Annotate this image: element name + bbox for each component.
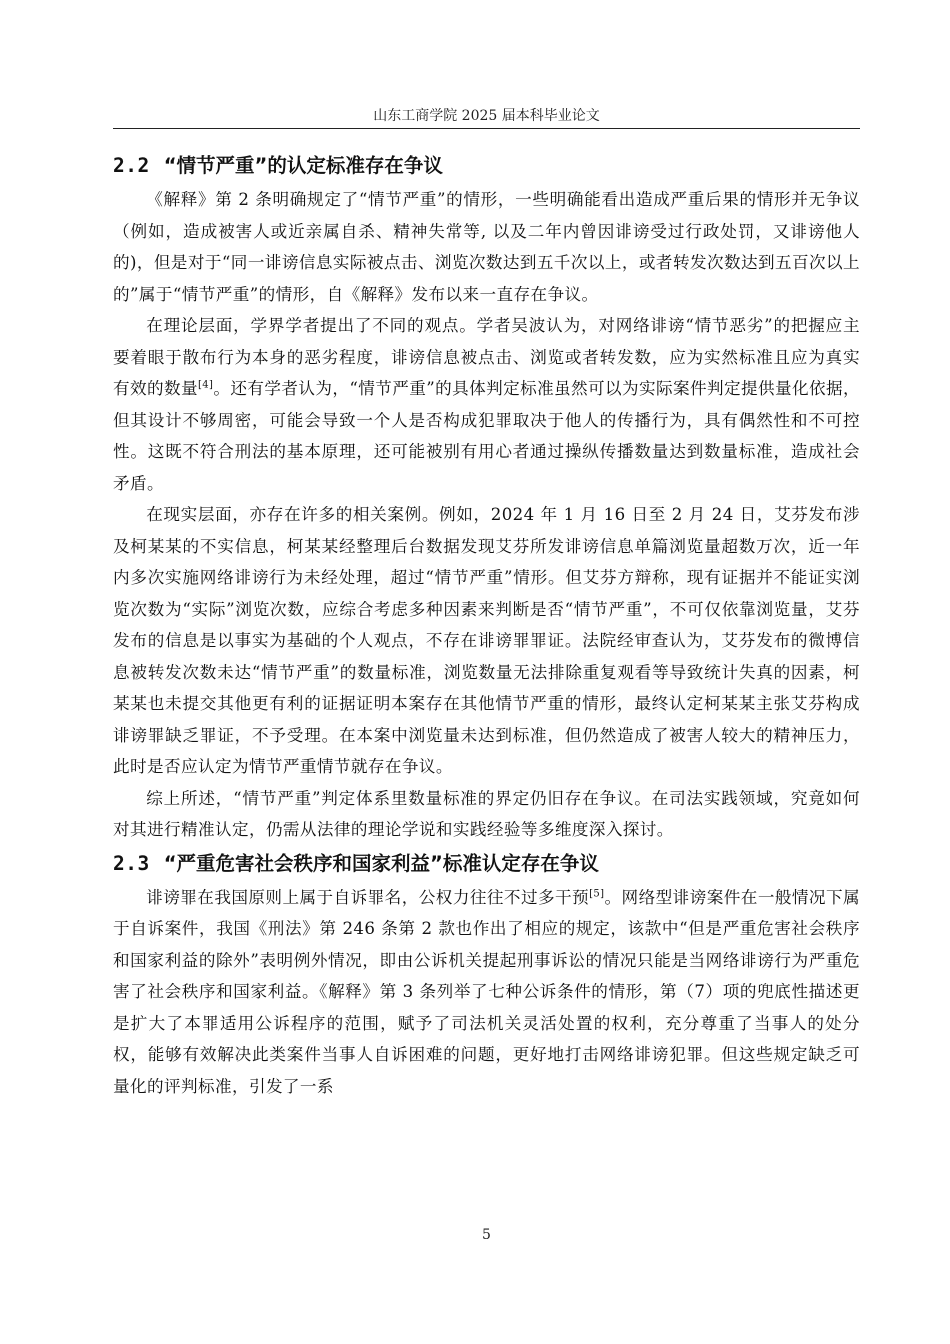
paragraph-2-2-1: 《解释》第 2 条明确规定了“情节严重”的情形，一些明确能看出造成严重后果的情形并无争议（例如，造成被害人或近亲属自杀、精神失常等, 以及二年内曾因诽谤受过行政处罚，又诽谤他人的)，但是对于“同一诽谤信息实际被点击、浏览次数达到五千次以上，或者转发次数达到五百次以上的”属于“情节严重”的情形，自《解释》发布以来一直存在争议。 (113, 190, 860, 304)
header-rule (113, 128, 860, 129)
citation-ref: [4] (197, 379, 214, 391)
section-number: 2.3 (113, 851, 150, 875)
citation-ref: [5] (589, 887, 605, 899)
section-heading-2-3 (113, 846, 860, 882)
paragraph-text: 。还有学者认为，“情节严重”的具体判定标准虽然可以为实际案件判定提供量化依据，但其设计不够周密，可能会导致一个人是否构成犯罪取决于他人的传播行为，具有偶然性和不可控性。这既不符合刑法的基本原理，还可能被别有用心者通过操纵传播数量达到数量标准，造成社会矛盾。 (113, 379, 860, 493)
paragraph-2-2-2 (113, 310, 860, 499)
paragraph-2-2-3: 在现实层面，亦存在许多的相关案例。例如，2024 年 1 月 16 日至 2 月 24 日，艾芬发布涉及柯某某的不实信息，柯某某经整理后台数据发现艾芬所发诽谤信息单篇浏览量超数万次，近一年内多次实施网络诽谤行为未经处理，超过“情节严重”情形。但艾芬方辩称，现有证据并不能证实浏览次数为“实际”浏览次数，应综合考虑多种因素来判断是否“情节严重”，不可仅依靠浏览量，艾芬发布的信息是以事实为基础的个人观点，不存在诽谤罪罪证。法院经审查认为，艾芬发布的微博信息被转发次数未达“情节严重”的数量标准，浏览数量无法排除重复观看等导致统计失真的因素，柯某某也未提交其他更有利的证据证明本案存在其他情节严重的情形，最终认定柯某某主张艾芬构成诽谤罪缺乏罪证，不予受理。在本案中浏览量未达到标准，但仍然造成了被害人较大的精神压力，此时是否应认定为情节严重情节就存在争议。 (113, 505, 860, 776)
paragraph-2-2-4: 综上所述，“情节严重”判定体系里数量标准的界定仍旧存在争议。在司法实践领域，究竟如何对其进行精准认定，仍需从法律的理论学说和实践经验等多维度深入探讨。 (113, 788, 860, 839)
section-title-text: “严重危害社会秩序和国家利益”标准认定存在争议 (163, 851, 599, 875)
page-content (113, 148, 860, 1102)
section-number: 2.2 (113, 154, 150, 177)
paragraph-text: 在理论层面，学界学者提出了不同的观点。学者吴波认为，对网络诽谤“情节恶劣”的把握应主要着眼于散布行为本身的恶劣程度，诽谤信息被点击、浏览或者转发数，应为实然标准且应为真实有效的数量 (113, 316, 860, 398)
paragraph-2-3-1 (113, 882, 860, 1103)
running-header: 山东工商学院 2025 届本科毕业论文 (373, 108, 600, 124)
paragraph-text: 诽谤罪在我国原则上属于自诉罪名，公权力往往不过多干预 (146, 887, 590, 907)
page-number: 5 (482, 1227, 491, 1243)
section-title-text: “情节严重”的认定标准存在争议 (163, 154, 443, 177)
paragraph-text: 。网络型诽谤案件在一般情况下属于自诉案件，我国《刑法》第 246 条第 2 款也作出了相应的规定，该款中“但是严重危害社会秩序和国家利益的除外”表明例外情况，即由公诉机关提起刑事诉讼的情况只能是当网络诽谤行为严重危害了社会秩序和国家利益。《解释》第 3 条列举了七种公诉条件的情形，第（7）项的兜底性描述更是扩大了本罪适用公诉程序的范围，赋予了司法机关灵活处置的权利，充分尊重了当事人的处分权，能够有效解决此类案件当事人自诉困难的问题，更好地打击网络诽谤犯罪。但这些规定缺乏可量化的评判标准，引发了一系 (113, 887, 860, 1096)
section-heading-2-2 (113, 148, 860, 184)
